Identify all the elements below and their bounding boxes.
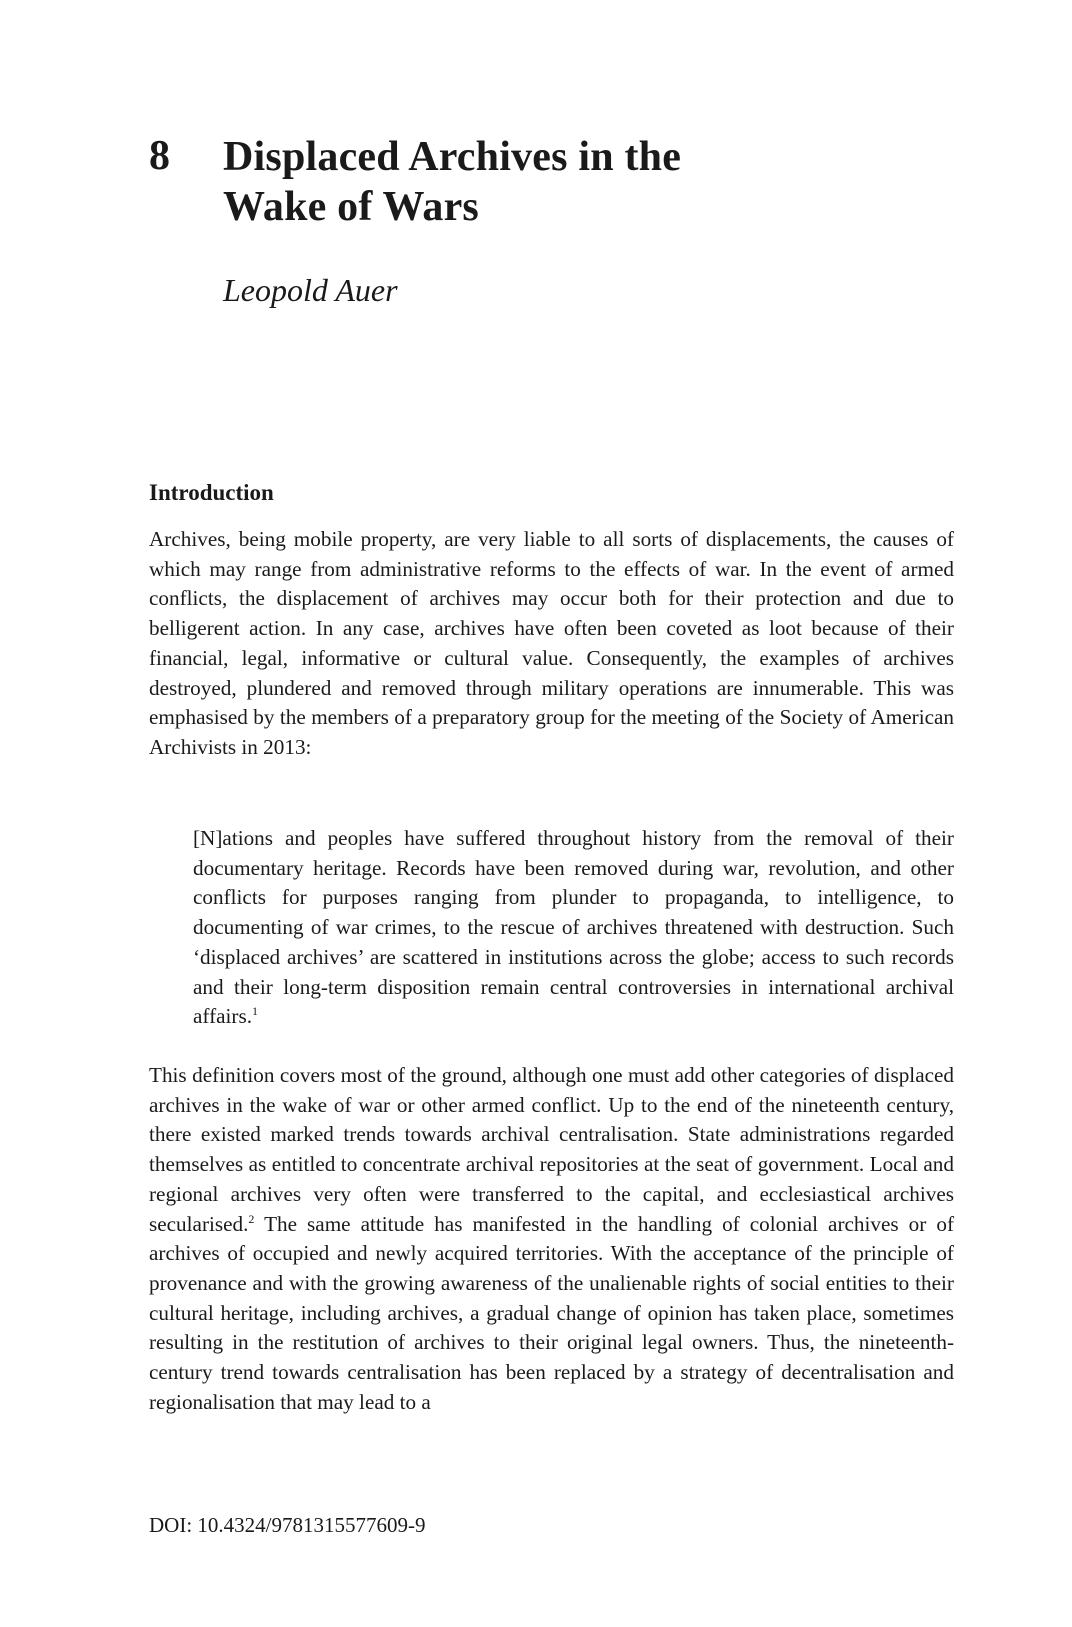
- footnote-ref-2[interactable]: 2: [248, 1211, 255, 1226]
- footnote-ref-1[interactable]: 1: [252, 1004, 259, 1019]
- chapter-author: Leopold Auer: [223, 272, 398, 308]
- paragraph-2-part-2: The same attitude has manifested in the handling of colonial archives or of archives of occupied and newly acquired territories. With the acceptance of the principle of provenance and with the growing awareness of the unalienable rights of social entities to their cultural heritage, including archives, a gradual change of opinion has taken place, sometimes resulting in the restitution of archives to their original legal owners. Thus, the nineteenth-century trend towards centralisation has been replaced by a strategy of decentralisation and regionalisation that may lead to a: [149, 1211, 954, 1414]
- block-quote: [193, 824, 954, 1032]
- chapter-title: [223, 132, 923, 232]
- section-heading: Introduction: [149, 480, 274, 505]
- chapter-title-line-1: Displaced Archives in the: [223, 134, 682, 180]
- chapter-title-line-2: Wake of Wars: [223, 184, 479, 230]
- chapter-number: 8: [149, 133, 170, 179]
- paragraph-2-part-1: This definition covers most of the ground, although one must add other categories of displaced archives in the wake of war or other armed conflict. Up to the end of the nineteenth century, there existed marked trends towards archival centralisation. State administrations regarded themselves as entitled to concentrate archival repositories at the seat of government. Local and regional archives very often were transferred to the capital, and ecclesiastical archives secularised.: [149, 1063, 954, 1236]
- body-paragraph-1: Archives, being mobile property, are very liable to all sorts of displacements, the causes of which may range from administrative reforms to the effects of war. In the event of armed conflicts, the displacement of archives may occur both for their protection and due to belligerent action. In any case, archives have often been coveted as loot because of their financial, legal, informative or cultural value. Consequently, the examples of archives destroyed, plundered and removed through military operations are innumerable. This was emphasised by the members of a preparatory group for the meeting of the Society of American Archivists in 2013:: [149, 527, 954, 759]
- doi-footer: DOI: 10.4324/9781315577609-9: [149, 1513, 426, 1537]
- body-paragraph-2: [149, 1061, 954, 1417]
- block-quote-text: [N]ations and peoples have suffered throughout history from the removal of their documentary heritage. Records have been removed during war, revolution, and other conflicts for purposes ranging from plunder to propaganda, to intelligence, to documenting of war crimes, to the rescue of archives threatened with destruction. Such ‘displaced archives’ are scattered in institutions across the globe; access to such records and their long-term disposition remain central controversies in international archival affairs.: [193, 826, 954, 1029]
